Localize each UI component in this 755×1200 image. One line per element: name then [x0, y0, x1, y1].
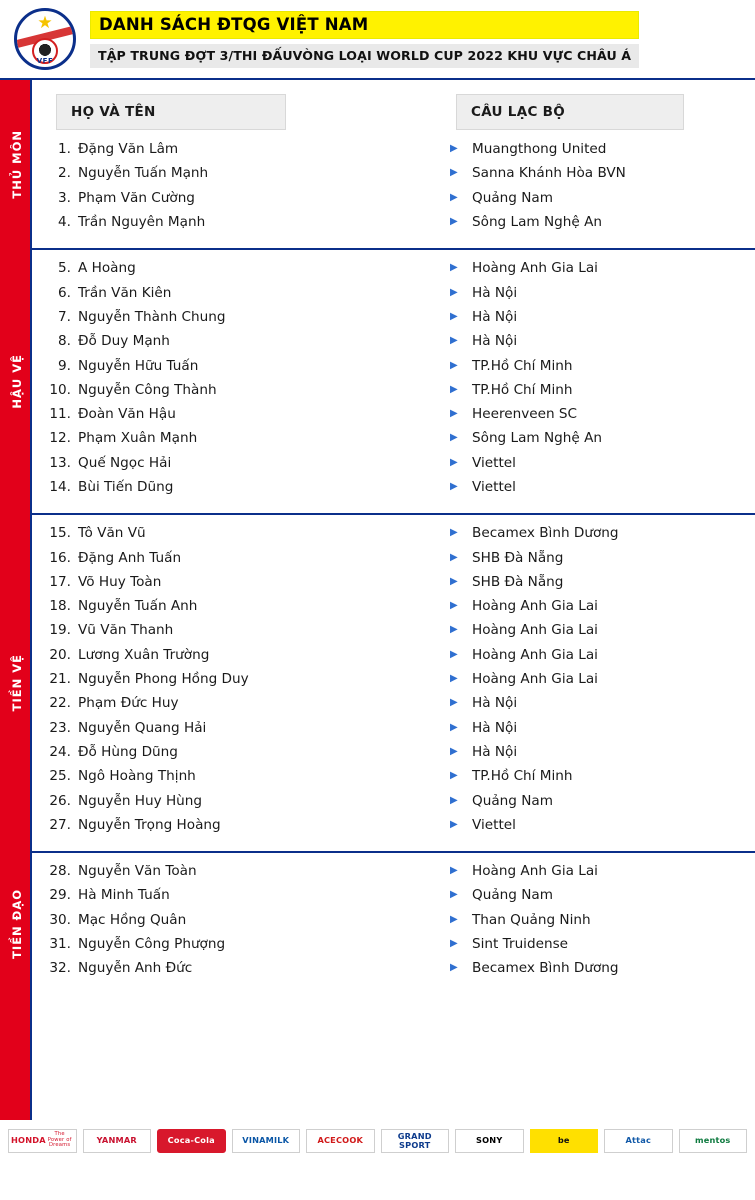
table-row [32, 521, 755, 545]
player-name: Quế Ngọc Hải [78, 454, 172, 471]
player-club: TP.Hồ Chí Minh [472, 357, 573, 374]
bullet-arrow-icon: ▶ [450, 191, 458, 203]
column-header-club: CÂU LẠC BỘ [456, 94, 684, 130]
player-club: Than Quảng Ninh [472, 911, 591, 928]
player-list [32, 515, 755, 851]
bullet-arrow-icon: ▶ [450, 527, 458, 539]
table-row [32, 932, 755, 956]
sponsor-logo [8, 1129, 77, 1153]
sponsor-name: SONY [476, 1135, 503, 1146]
player-number: 3. [58, 189, 71, 206]
sponsor-name: Coca-Cola [167, 1135, 215, 1146]
position-group-label [2, 515, 32, 851]
player-name: Ngô Hoàng Thịnh [78, 768, 196, 785]
crest-label: VFF [36, 57, 54, 65]
player-name: Mạc Hồng Quân [78, 911, 187, 928]
player-club: Becamex Bình Dương [472, 960, 619, 977]
player-name: Nguyễn Anh Đức [78, 960, 193, 977]
position-group-label [2, 853, 32, 994]
player-name: Đặng Văn Lâm [78, 141, 179, 158]
player-name: Nguyễn Văn Toàn [78, 863, 197, 880]
player-number: 6. [58, 284, 71, 301]
table-row [32, 908, 755, 932]
sponsor-name: Attac [625, 1135, 652, 1146]
player-number: 23. [49, 719, 71, 736]
bullet-arrow-icon: ▶ [450, 794, 458, 806]
player-name: Nguyễn Thành Chung [78, 308, 226, 325]
player-name: Nguyễn Huy Hùng [78, 792, 203, 809]
player-number: 10. [49, 381, 71, 398]
bullet-arrow-icon: ▶ [450, 383, 458, 395]
table-row [32, 402, 755, 426]
player-club: Quảng Nam [472, 792, 553, 809]
player-name: Nguyễn Hữu Tuấn [78, 357, 199, 374]
bullet-arrow-icon: ▶ [450, 865, 458, 877]
player-club: Hà Nội [472, 333, 518, 350]
position-group-label [2, 250, 32, 513]
player-name: Trần Nguyên Mạnh [78, 214, 206, 231]
bullet-arrow-icon: ▶ [450, 648, 458, 660]
player-club: Hà Nội [472, 719, 518, 736]
table-row [32, 764, 755, 788]
player-club: Muangthong United [472, 141, 607, 158]
player-name: Tô Văn Vũ [78, 525, 146, 542]
player-name: Phạm Xuân Mạnh [78, 430, 198, 447]
player-name: Trần Văn Kiên [78, 284, 172, 301]
player-number: 18. [49, 598, 71, 615]
sponsor-logo [604, 1129, 673, 1153]
position-group [10, 250, 755, 515]
player-name: Bùi Tiến Dũng [78, 479, 174, 495]
bullet-arrow-icon: ▶ [450, 600, 458, 612]
table-row [32, 691, 755, 715]
player-number: 7. [58, 308, 71, 325]
star-icon: ★ [37, 13, 53, 33]
bullet-arrow-icon: ▶ [450, 481, 458, 492]
table-row [32, 594, 755, 618]
page-header [0, 0, 755, 80]
position-group-label-text: TIỀN ĐẠO [10, 888, 24, 959]
bullet-arrow-icon: ▶ [450, 673, 458, 685]
page-subtitle: TẬP TRUNG ĐỢT 3/THI ĐẤUVÒNG LOẠI WORLD CUP 2022 KHU VỰC CHÂU Á [90, 44, 639, 68]
bullet-arrow-icon: ▶ [450, 770, 458, 782]
sponsor-name: YANMAR [96, 1135, 137, 1146]
sponsor-logo [455, 1129, 524, 1153]
player-number: 16. [49, 549, 71, 566]
player-number: 26. [49, 792, 71, 809]
bullet-arrow-icon: ▶ [450, 913, 458, 925]
player-number: 28. [49, 863, 71, 880]
player-number: 20. [49, 646, 71, 663]
sponsor-bar [0, 1120, 755, 1160]
player-number: 27. [49, 816, 71, 833]
table-row [32, 716, 755, 740]
vff-crest-logo [14, 8, 76, 70]
bullet-arrow-icon: ▶ [450, 721, 458, 733]
player-name: Nguyễn Công Thành [78, 381, 217, 398]
table-row [32, 813, 755, 837]
player-name: Nguyễn Quang Hải [78, 719, 207, 736]
position-group-label-text: TIỀN VỆ [10, 654, 24, 712]
player-name: Phạm Đức Huy [78, 695, 179, 712]
bullet-arrow-icon: ▶ [450, 745, 458, 757]
player-number: 15. [49, 525, 71, 542]
position-group-label-text: HẬU VỆ [10, 354, 24, 409]
table-row [32, 426, 755, 450]
table-row [32, 618, 755, 642]
player-number: 5. [58, 260, 71, 277]
player-number: 12. [49, 430, 71, 447]
sponsor-logo [381, 1129, 450, 1153]
sponsor-logo [232, 1129, 301, 1153]
player-number: 25. [49, 768, 71, 785]
player-name: Nguyễn Tuấn Mạnh [78, 165, 209, 182]
table-row [32, 859, 755, 883]
player-number: 19. [49, 622, 71, 639]
bullet-arrow-icon: ▶ [450, 262, 458, 274]
player-number: 4. [58, 214, 71, 231]
player-name: A Hoàng [78, 260, 136, 277]
table-row [32, 740, 755, 764]
player-list [32, 132, 755, 248]
bullet-arrow-icon: ▶ [450, 143, 458, 155]
player-number: 2. [58, 165, 71, 182]
table-row [32, 475, 755, 499]
position-group [10, 515, 755, 853]
page-title: DANH SÁCH ĐTQG VIỆT NAM [90, 11, 639, 39]
player-number: 13. [49, 454, 71, 471]
table-row [32, 570, 755, 594]
player-name: Đoàn Văn Hậu [78, 406, 176, 423]
player-number: 30. [49, 911, 71, 928]
bullet-arrow-icon: ▶ [450, 818, 458, 830]
position-group-label [2, 80, 32, 248]
bullet-arrow-icon: ▶ [450, 575, 458, 587]
player-name: Hà Minh Tuấn [78, 887, 170, 904]
sponsor-name: ACECOOK [317, 1135, 364, 1146]
bullet-arrow-icon: ▶ [450, 889, 458, 901]
player-club: SHB Đà Nẵng [472, 549, 564, 566]
table-row [32, 667, 755, 691]
player-number: 1. [58, 141, 71, 158]
player-club: Hoàng Anh Gia Lai [472, 622, 598, 639]
player-number: 8. [58, 333, 71, 350]
bullet-arrow-icon: ▶ [450, 551, 458, 563]
player-club: Heerenveen SC [472, 406, 578, 423]
player-number: 11. [49, 406, 71, 423]
player-club: Viettel [472, 816, 516, 833]
player-club: Hà Nội [472, 695, 518, 712]
player-number: 29. [49, 887, 71, 904]
table-row [32, 280, 755, 304]
player-club: Becamex Bình Dương [472, 525, 619, 542]
sponsor-logo [530, 1129, 599, 1153]
player-club: TP.Hồ Chí Minh [472, 381, 573, 398]
table-row [32, 353, 755, 377]
sponsor-logo [679, 1129, 748, 1153]
player-number: 31. [49, 936, 71, 953]
table-row [32, 883, 755, 907]
player-club: Hà Nội [472, 308, 518, 325]
player-name: Nguyễn Công Phượng [78, 936, 226, 953]
table-row [32, 378, 755, 402]
player-name: Lương Xuân Trường [78, 646, 210, 663]
table-row [32, 788, 755, 812]
bullet-arrow-icon: ▶ [450, 962, 458, 974]
table-row [32, 329, 755, 353]
player-club: Hà Nội [472, 284, 518, 301]
bullet-arrow-icon: ▶ [450, 624, 458, 636]
bullet-arrow-icon: ▶ [450, 335, 458, 347]
bullet-arrow-icon: ▶ [450, 359, 458, 371]
position-group-label-text: THỦ MÔN [10, 129, 24, 199]
sponsor-logo [157, 1129, 226, 1153]
table-row [32, 137, 755, 161]
bullet-arrow-icon: ▶ [450, 938, 458, 950]
sponsor-name: GRAND SPORT [397, 1130, 432, 1150]
sponsor-logo [306, 1129, 375, 1153]
player-name: Nguyễn Phong Hồng Duy [78, 671, 249, 688]
player-number: 14. [49, 479, 71, 495]
player-club: Hoàng Anh Gia Lai [472, 260, 598, 277]
table-row [32, 161, 755, 185]
player-club: Sanna Khánh Hòa BVN [472, 165, 626, 182]
table-row [32, 956, 755, 980]
player-club: Hoàng Anh Gia Lai [472, 671, 598, 688]
player-name: Đỗ Duy Mạnh [78, 333, 170, 350]
player-club: Hà Nội [472, 743, 518, 760]
player-name: Vũ Văn Thanh [78, 622, 174, 639]
bullet-arrow-icon: ▶ [450, 167, 458, 179]
bullet-arrow-icon: ▶ [450, 408, 458, 420]
bullet-arrow-icon: ▶ [450, 286, 458, 298]
player-number: 9. [58, 357, 71, 374]
player-club: Hoàng Anh Gia Lai [472, 646, 598, 663]
player-club: SHB Đà Nẵng [472, 573, 564, 590]
table-header-row [32, 80, 755, 132]
sponsor-name: VINAMILK [242, 1135, 290, 1146]
sponsor-name: mentos [694, 1135, 731, 1146]
player-club: Sông Lam Nghệ An [472, 214, 602, 231]
table-row [32, 305, 755, 329]
sponsor-name: be [557, 1135, 570, 1146]
header-titles [90, 11, 639, 68]
bullet-arrow-icon: ▶ [450, 697, 458, 709]
position-group [10, 853, 755, 994]
table-row [32, 545, 755, 569]
sponsor-logo [83, 1129, 152, 1153]
column-header-name: HỌ VÀ TÊN [56, 94, 286, 130]
sponsor-tagline: The Power of Dreams [47, 1131, 72, 1149]
player-list [32, 250, 755, 513]
player-number: 22. [49, 695, 71, 712]
player-club: Quảng Nam [472, 189, 553, 206]
player-club: Quảng Nam [472, 887, 553, 904]
player-number: 32. [49, 960, 71, 977]
table-row [32, 186, 755, 210]
bullet-arrow-icon: ▶ [450, 456, 458, 468]
player-number: 17. [49, 573, 71, 590]
table-row [32, 256, 755, 280]
player-club: TP.Hồ Chí Minh [472, 768, 573, 785]
player-club: Sint Truidense [472, 936, 569, 953]
bullet-arrow-icon: ▶ [450, 310, 458, 322]
player-name: Võ Huy Toàn [78, 573, 162, 590]
roster-sheet [0, 80, 755, 1160]
player-name: Đặng Anh Tuấn [78, 549, 182, 566]
sponsor-name: HONDA [11, 1135, 46, 1146]
table-row [32, 210, 755, 234]
bullet-arrow-icon: ▶ [450, 432, 458, 444]
table-row [32, 451, 755, 475]
player-club: Hoàng Anh Gia Lai [472, 863, 598, 880]
player-number: 24. [49, 743, 71, 760]
player-club: Sông Lam Nghệ An [472, 430, 602, 447]
player-name: Nguyễn Trọng Hoàng [78, 816, 221, 833]
player-club: Viettel [472, 454, 516, 471]
player-number: 21. [49, 671, 71, 688]
bullet-arrow-icon: ▶ [450, 216, 458, 228]
player-name: Nguyễn Tuấn Anh [78, 598, 198, 615]
player-list [32, 853, 755, 994]
player-club: Viettel [472, 479, 516, 495]
table-row [32, 643, 755, 667]
player-club: Hoàng Anh Gia Lai [472, 598, 598, 615]
player-name: Phạm Văn Cường [78, 189, 195, 206]
player-name: Đỗ Hùng Dũng [78, 743, 178, 760]
position-group [10, 80, 755, 250]
